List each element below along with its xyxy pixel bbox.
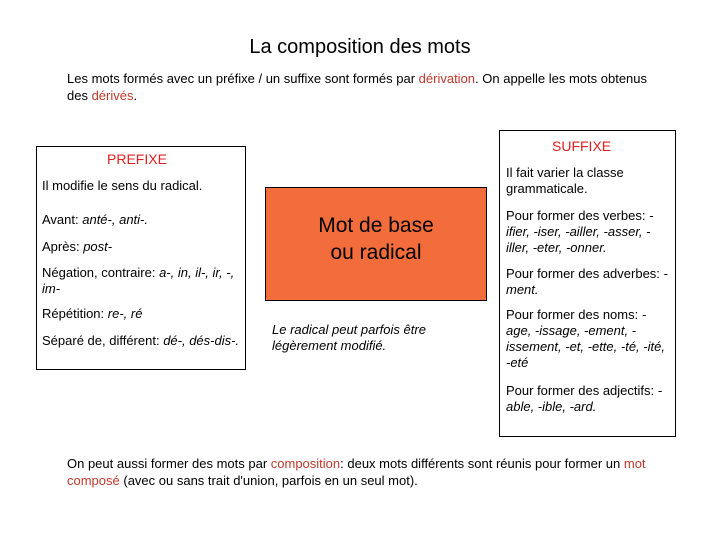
radical-title-line-1: Mot de base xyxy=(318,214,434,237)
outro-text-3: (avec ou sans trait d'union, parfois en un seul mot). xyxy=(119,473,418,488)
suffixe-adjectifs-label: Pour former des adjectifs: xyxy=(506,383,658,398)
prefixe-repetition-value: re-, ré xyxy=(107,306,143,321)
outro-text-1: On peut aussi former des mots par xyxy=(67,456,271,471)
prefixe-separe-label: Séparé de, différent: xyxy=(42,333,164,348)
page-title: La composition des mots xyxy=(249,36,471,58)
suffixe-verbes xyxy=(506,208,670,256)
suffixe-adverbes-value: -ment. xyxy=(506,266,668,297)
outro-paragraph xyxy=(67,455,677,489)
suffixe-heading: SUFFIXE xyxy=(552,138,612,154)
suffixe-description: Il fait varier la classe grammaticale. xyxy=(506,165,624,196)
prefixe-separe xyxy=(42,333,242,349)
outro-highlight-composition: composition xyxy=(270,456,341,471)
prefixe-avant-label: Avant: xyxy=(42,212,83,227)
suffixe-adjectifs-value: -able, -ible, -ard. xyxy=(506,383,663,414)
prefixe-negation xyxy=(42,265,242,297)
suffixe-verbes-value: -ifier, -iser, -ailler, -asser, -iller, -eter, -onner. xyxy=(506,208,654,255)
suffixe-verbes-label: Pour former des verbes: xyxy=(506,208,650,223)
radical-title xyxy=(266,212,486,266)
prefixe-separe-value: dé-, dés-dis-. xyxy=(163,333,240,348)
intro-highlight-derives: dérivés xyxy=(91,88,134,103)
intro-text-1: Les mots formés avec un préfixe / un suffixe sont formés par xyxy=(67,71,419,86)
intro-text-3: . xyxy=(133,88,138,103)
prefixe-repetition xyxy=(42,306,242,322)
suffixe-adverbes-label: Pour former des adverbes: xyxy=(506,266,664,281)
radical-title-line-2: ou radical xyxy=(330,241,422,264)
prefixe-negation-label: Négation, contraire: xyxy=(42,265,160,280)
intro-highlight-derivation: dérivation xyxy=(418,71,476,86)
outro-highlight-mot-compose: mot composé xyxy=(67,456,646,488)
prefixe-repetition-label: Répétition: xyxy=(42,306,108,321)
prefixe-negation-value: a-, in, il-, ir, -, im- xyxy=(42,265,235,296)
prefixe-apres-label: Après: xyxy=(42,239,84,254)
radical-note: Le radical peut parfois être légèrement modifié. xyxy=(272,322,426,353)
outro-text-2: : deux mots différents sont réunis pour former un xyxy=(340,456,624,471)
intro-paragraph xyxy=(67,70,667,104)
suffixe-adverbes xyxy=(506,266,670,298)
prefixe-avant-value: anté-, anti-. xyxy=(82,212,148,227)
suffixe-adjectifs xyxy=(506,383,670,415)
suffixe-box xyxy=(499,130,676,437)
prefixe-avant xyxy=(42,212,242,228)
prefixe-description: Il modifie le sens du radical. xyxy=(42,178,203,193)
prefixe-box xyxy=(36,146,246,370)
suffixe-noms-value: -age, -issage, -ement, -issement, -et, -ette, -té, -ité, -eté xyxy=(506,307,665,370)
suffixe-noms xyxy=(506,307,670,371)
prefixe-apres xyxy=(42,239,242,255)
radical-box xyxy=(265,187,487,301)
intro-text-2: . On appelle les mots obtenus des xyxy=(67,71,648,103)
prefixe-heading: PREFIXE xyxy=(107,151,167,167)
prefixe-apres-value: post- xyxy=(83,239,113,254)
suffixe-noms-label: Pour former des noms: xyxy=(506,307,642,322)
